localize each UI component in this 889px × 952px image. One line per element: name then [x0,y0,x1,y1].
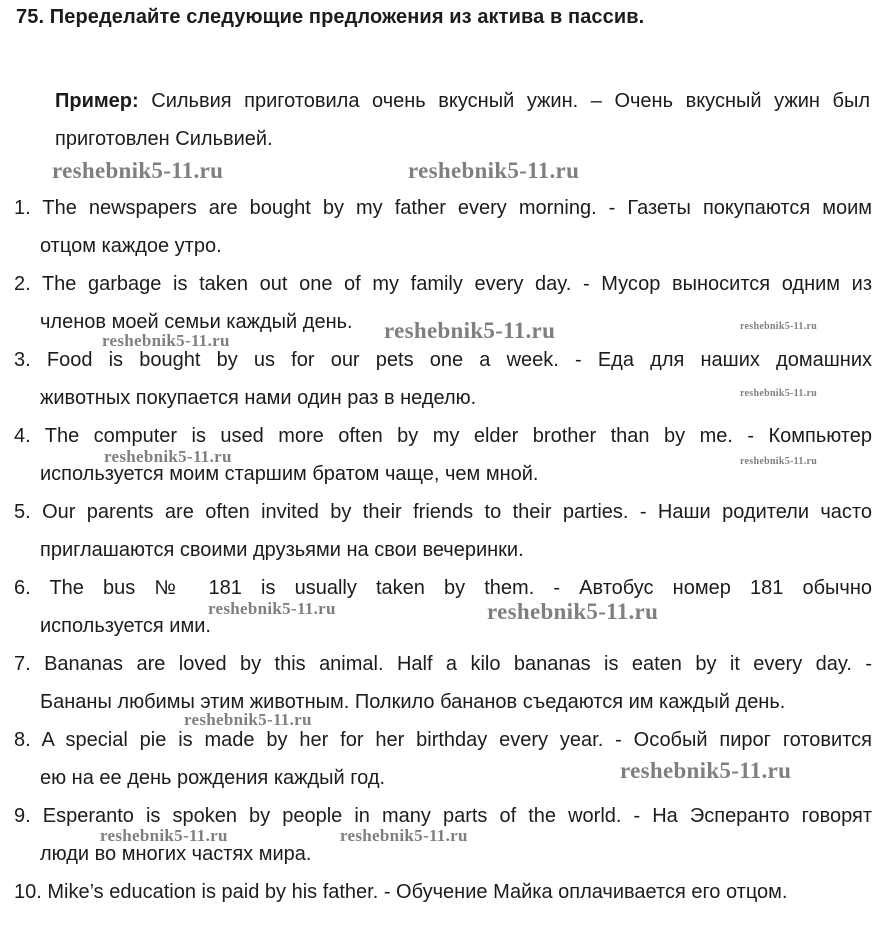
list-item [14,645,872,721]
item-line-1: 4. The computer is used more often by my elder brother than by me. - Компьютер [14,425,872,447]
exercise-title: 75. Переделайте следующие предложения из актива в пассив. [16,6,645,28]
list-item [14,341,872,417]
item-line-2: Бананы любимы этим животным. Полкило бананов съедаются им каждый день. [40,691,786,713]
watermark: reshebnik5-11.ru [100,826,228,845]
example-label: Пример: [55,90,139,112]
watermark: reshebnik5-11.ru [487,599,659,624]
watermark: reshebnik5-11.ru [208,599,336,618]
item-line-1: 10. Mike’s education is paid by his father. - Обучение Майка оплачивается его отцом. [14,881,788,903]
item-line-1: 8. A special pie is made by her for her birthday every year. - Особый пирог готовится [14,729,872,751]
example-paragraph [55,82,870,158]
item-line-2: ею на ее день рождения каждый год. [40,767,386,789]
item-line-1: 5. Our parents are often invited by their friends to their parties. - Наши родители часто [14,501,872,523]
item-line-1: 9. Esperanto is spoken by people in many parts of the world. - На Эсперанто говорят [14,805,872,827]
watermark: reshebnik5-11.ru [740,456,818,467]
list-item [14,493,872,569]
item-line-2: люди во многих частях мира. [40,843,312,865]
item-line-2: отцом каждое утро. [40,235,222,257]
watermark: reshebnik5-11.ru [102,331,230,350]
item-line-1: 7. Bananas are loved by this animal. Half a kilo bananas is eaten by it every day. - [14,653,872,675]
watermark: reshebnik5-11.ru [740,321,818,332]
item-line-1: 1. The newspapers are bought by my father every morning. - Газеты покупаются моим [14,197,872,219]
list-item [14,569,872,645]
item-line-1: 2. The garbage is taken out one of my family every day. - Мусор выносится одним из [14,273,872,295]
watermark: reshebnik5-11.ru [52,158,224,183]
item-line-2: членов моей семьи каждый день. [40,311,353,333]
item-line-1: 6. The bus № 181 is usually taken by them. - Автобус номер 181 обычно [14,577,872,599]
item-line-2: используется ими. [40,615,211,637]
watermark: reshebnik5-11.ru [384,318,556,343]
watermark: reshebnik5-11.ru [184,710,312,729]
list-item [14,189,872,265]
item-line-2: используется моим старшим братом чаще, чем мной. [40,463,539,485]
item-line-2: животных покупается нами один раз в неделю. [40,387,477,409]
watermark: reshebnik5-11.ru [620,758,792,783]
list-item [14,873,872,911]
watermark: reshebnik5-11.ru [340,826,468,845]
watermark: reshebnik5-11.ru [740,388,818,399]
item-line-2: приглашаются своими друзьями на свои вечеринки. [40,539,524,561]
example-text: Сильвия приготовила очень вкусный ужин. – Очень вкусный ужин был приготовлен Сильвией. [55,90,870,150]
watermark: reshebnik5-11.ru [408,158,580,183]
watermark: reshebnik5-11.ru [104,447,232,466]
item-line-1: 3. Food is bought by us for our pets one a week. - Еда для наших домашних [14,349,872,371]
